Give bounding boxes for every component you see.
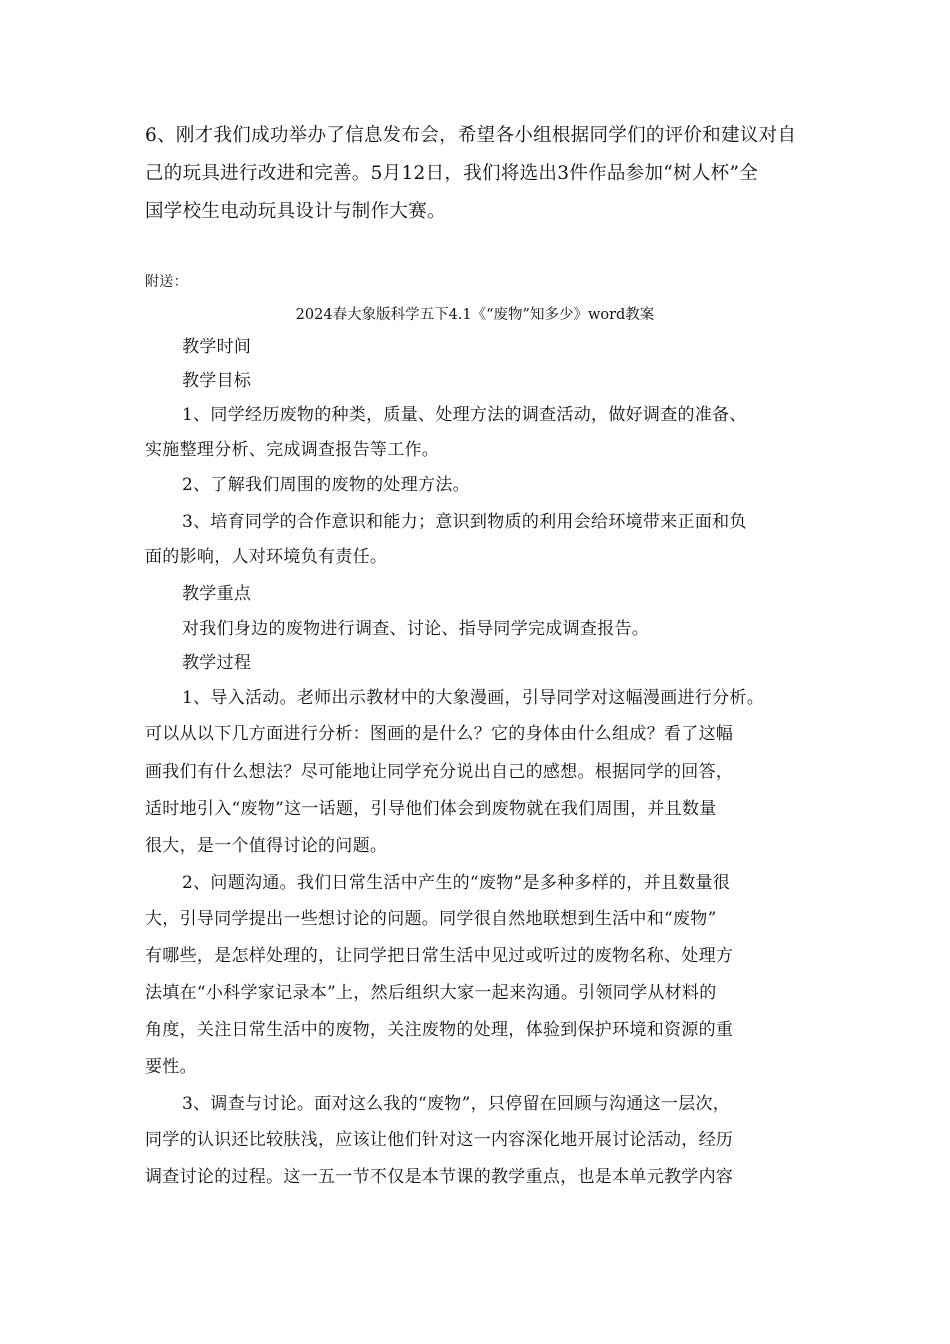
goal-2-line: 2、了解我们周围的废物的处理方法。 bbox=[182, 475, 470, 495]
process-1-line: 1、导入活动。老师出示教材中的大象漫画，引导同学对这幅漫画进行分析。 bbox=[182, 688, 765, 708]
process-2-line: 要性。 bbox=[145, 1057, 197, 1077]
section-heading-goals: 教学目标 bbox=[182, 371, 252, 391]
goal-3-line: 面的影响，人对环境负有责任。 bbox=[145, 547, 388, 567]
process-2-line: 2、问题沟通。我们日常生活中产生的“废物”是多种多样的，并且数量很 bbox=[182, 873, 731, 893]
key-text: 对我们身边的废物进行调查、讨论、指导同学完成调查报告。 bbox=[182, 619, 650, 639]
section-heading-time: 教学时间 bbox=[182, 337, 252, 357]
paragraph-line: 6、刚才我们成功举办了信息发布会，希望各小组根据同学们的评价和建议对自 bbox=[145, 125, 797, 146]
process-2-line: 有哪些，是怎样处理的，让同学把日常生活中见过或听过的废物名称、处理方 bbox=[145, 946, 734, 966]
section-heading-process: 教学过程 bbox=[182, 653, 252, 673]
process-2-line: 大，引导同学提出一些想讨论的问题。同学很自然地联想到生活中和“废物” bbox=[145, 909, 717, 929]
process-1-line: 很大，是一个值得讨论的问题。 bbox=[145, 836, 388, 856]
goal-3-line: 3、培育同学的合作意识和能力；意识到物质的利用会给环境带来正面和负 bbox=[182, 512, 747, 532]
process-3-line: 调查讨论的过程。这一五一节不仅是本节课的教学重点，也是本单元教学内容 bbox=[145, 1167, 734, 1187]
paragraph-line: 国学校生电动玩具设计与制作大赛。 bbox=[145, 201, 446, 222]
process-1-line: 可以从以下几方面进行分析：图画的是什么？它的身体由什么组成？看了这幅 bbox=[145, 724, 734, 744]
process-2-line: 法填在“小科学家记录本”上，然后组织大家一起来沟通。引领同学从材料的 bbox=[145, 983, 717, 1003]
goal-1-line: 实施整理分析、完成调查报告等工作。 bbox=[145, 440, 440, 460]
process-2-line: 角度，关注日常生活中的废物，关注废物的处理，体验到保护环境和资源的重 bbox=[145, 1020, 734, 1040]
process-3-line: 3、调查与讨论。面对这么我的“废物”，只停留在回顾与沟通这一层次， bbox=[182, 1094, 731, 1114]
process-3-line: 同学的认识还比较肤浅，应该让他们针对这一内容深化地开展讨论活动，经历 bbox=[145, 1130, 734, 1150]
process-1-line: 画我们有什么想法？尽可能地让同学充分说出自己的感想。根据同学的回答， bbox=[145, 762, 734, 782]
goal-1-line: 1、同学经历废物的种类，质量、处理方法的调查活动，做好调查的准备、 bbox=[182, 405, 747, 425]
paragraph-line: 己的玩具进行改进和完善。5月12日，我们将选出3件作品参加“树人杯”全 bbox=[145, 163, 758, 184]
section-heading-key: 教学重点 bbox=[182, 584, 252, 604]
process-1-line: 适时地引入“废物”这一话题，引导他们体会到废物就在我们周围，并且数量 bbox=[145, 799, 717, 819]
document-title: 2024春大象版科学五下4.1《“废物”知多少》word教案 bbox=[295, 307, 655, 323]
appendix-label: 附送： bbox=[145, 274, 188, 290]
